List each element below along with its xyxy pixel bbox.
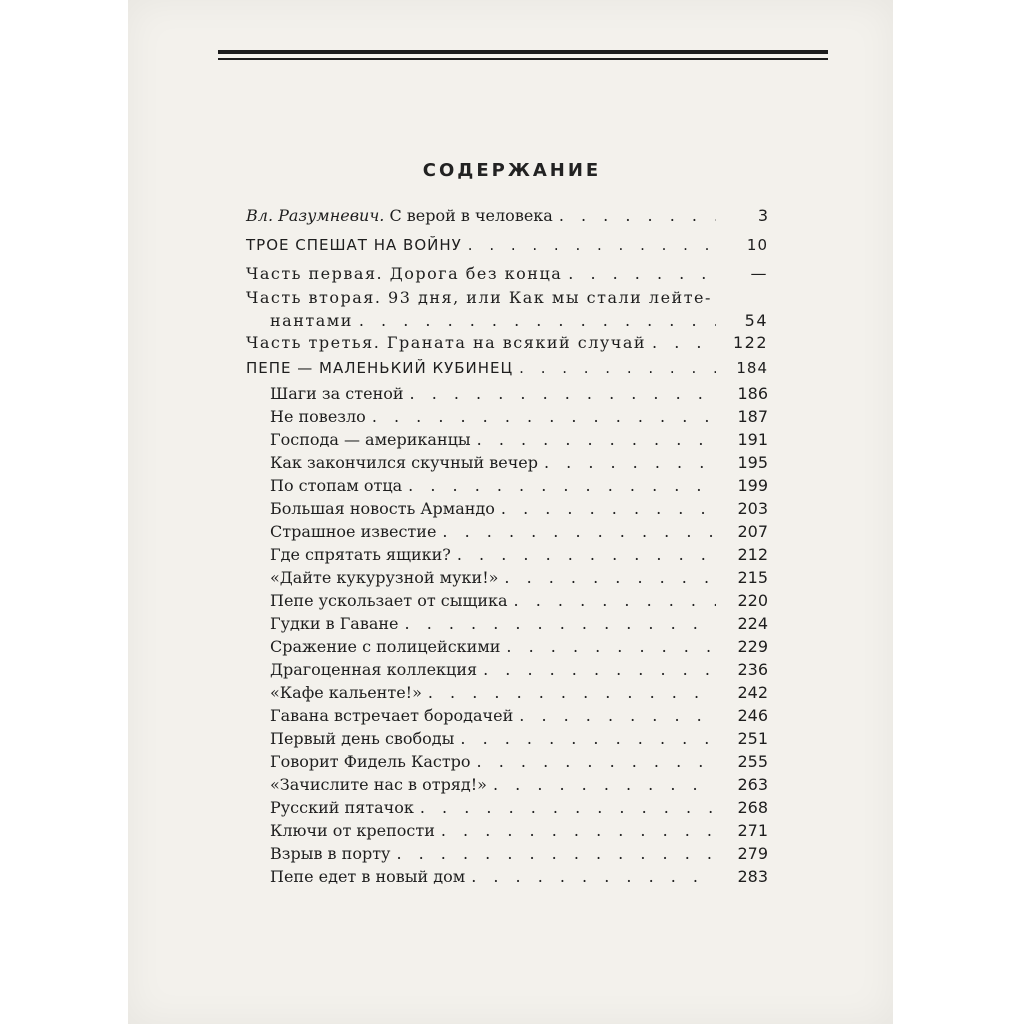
toc-entry-page: 246 (737, 706, 768, 725)
toc-entry (246, 206, 768, 225)
toc-entry-page: 215 (737, 568, 768, 587)
toc-entry (270, 453, 768, 472)
toc-entry-continuation (270, 311, 768, 330)
toc-entry-page: 186 (737, 384, 768, 403)
toc-entry-page: 122 (732, 333, 768, 352)
toc-entry-title: Гудки в Гаване (270, 614, 399, 633)
toc-entry-page: 263 (737, 775, 768, 794)
toc-section (246, 236, 768, 254)
toc-heading: СОДЕРЖАНИЕ (422, 160, 602, 181)
toc-entry (270, 660, 768, 679)
toc-entry-page: 199 (737, 476, 768, 495)
toc-entry-page: 242 (737, 683, 768, 702)
toc-entry-title: Часть первая. Дорога без конца (246, 264, 563, 283)
dot-leader (514, 591, 716, 610)
toc-entry-title: Русский пятачок (270, 798, 414, 817)
dot-leader (396, 844, 716, 863)
toc-entry-title: Взрыв в порту (270, 844, 391, 863)
toc-entry-page: 191 (737, 430, 768, 449)
toc-entry (270, 706, 768, 725)
dot-leader (471, 867, 716, 886)
dot-leader (544, 453, 716, 472)
dot-leader (442, 522, 716, 541)
dot-leader (504, 568, 716, 587)
toc-entry-title: Шаги за стеной (270, 384, 404, 403)
toc-entry-page: 184 (736, 359, 768, 377)
dot-leader (652, 333, 716, 352)
toc-entry (270, 683, 768, 702)
dot-leader (501, 499, 716, 518)
dot-leader (519, 359, 716, 377)
toc-section (246, 359, 768, 377)
toc-entry (270, 752, 768, 771)
dot-leader (460, 729, 716, 748)
dot-leader (468, 236, 716, 254)
toc-entry-page: 207 (737, 522, 768, 541)
toc-entry-title: Страшное известие (270, 522, 437, 541)
toc-entry (270, 798, 768, 817)
dot-leader (568, 264, 716, 283)
toc-entry (246, 288, 768, 307)
toc-entry (270, 844, 768, 863)
toc-entry-author: Вл. Разумневич. (246, 206, 385, 225)
toc-entry-title: С верой в человека (384, 206, 553, 225)
toc-entry-page: 283 (737, 867, 768, 886)
dot-leader (493, 775, 716, 794)
toc-entry-title: Пепе ускользает от сыщика (270, 591, 508, 610)
toc-entry-page: 271 (737, 821, 768, 840)
dot-leader (410, 384, 716, 403)
toc-entry-title: Драгоценная коллекция (270, 660, 478, 679)
toc-entry (246, 264, 768, 283)
toc-entry (270, 407, 768, 426)
dot-leader (483, 660, 716, 679)
toc-entry (270, 637, 768, 656)
toc-entry-page: 195 (737, 453, 768, 472)
dot-leader (441, 821, 716, 840)
toc-entry-title: ПЕПЕ — МАЛЕНЬКИЙ КУБИНЕЦ (246, 359, 514, 377)
toc-entry-page: 3 (757, 206, 768, 225)
toc-entry-page: 255 (737, 752, 768, 771)
toc-entry-page: 203 (737, 499, 768, 518)
toc-entry (270, 821, 768, 840)
toc-entry-page: 224 (737, 614, 768, 633)
toc-entry-title: ТРОЕ СПЕШАТ НА ВОЙНУ (246, 236, 462, 254)
toc-entry-title: Часть третья. Граната на всякий случай (246, 333, 647, 352)
toc-entry-page: 229 (737, 637, 768, 656)
toc-entry-title: Большая новость Армандо (270, 499, 495, 518)
toc-entry (270, 430, 768, 449)
toc-entry-title: Сражение с полицейскими (270, 637, 501, 656)
toc-entry-page: 236 (737, 660, 768, 679)
toc-entry-title: Гавана встречает бородачей (270, 706, 514, 725)
toc-entry-page: 54 (744, 311, 768, 330)
toc-entry-title: Часть вторая. 93 дня, или Как мы стали лейте- (246, 288, 712, 307)
toc-entry (270, 591, 768, 610)
toc-entry-title: «Кафе кальенте!» (270, 683, 422, 702)
toc-entry-title: Господа — американцы (270, 430, 471, 449)
toc-entry-page: — (750, 264, 768, 283)
toc-entry-title: Пепе едет в новый дом (270, 867, 466, 886)
toc-entry-title: «Зачислите нас в отряд!» (270, 775, 487, 794)
toc-entry (270, 568, 768, 587)
toc-entry (246, 333, 768, 352)
toc-entry-title: Не повезло (270, 407, 366, 426)
toc-entry (270, 522, 768, 541)
toc-entry-title: Где спрятать ящики? (270, 545, 451, 564)
toc-entry-page: 268 (737, 798, 768, 817)
dot-leader (457, 545, 716, 564)
toc-entry (270, 614, 768, 633)
toc-entry-page: 251 (737, 729, 768, 748)
toc-entry (270, 729, 768, 748)
toc-entry-title: Первый день свободы (270, 729, 455, 748)
dot-leader (506, 637, 716, 656)
toc-entry-title: Ключи от крепости (270, 821, 435, 840)
toc-entry (270, 384, 768, 403)
dot-leader (477, 430, 716, 449)
dot-leader (477, 752, 716, 771)
toc-entry (270, 476, 768, 495)
toc-entry (270, 775, 768, 794)
dot-leader (559, 206, 716, 225)
toc-entry-title: Говорит Фидель Кастро (270, 752, 471, 771)
toc-entry (270, 545, 768, 564)
dot-leader (428, 683, 716, 702)
toc-entry-page: 187 (737, 407, 768, 426)
dot-leader (359, 311, 716, 330)
toc-entry-title: По стопам отца (270, 476, 403, 495)
toc-entry-title: «Дайте кукурузной муки!» (270, 568, 499, 587)
toc-entry-title: нантами (270, 311, 353, 330)
dot-leader (519, 706, 716, 725)
toc-entry-page: 220 (737, 591, 768, 610)
toc-entry-page: 10 (746, 236, 768, 254)
toc-entry (270, 867, 768, 886)
toc-entry-page: 279 (737, 844, 768, 863)
dot-leader (372, 407, 716, 426)
dot-leader (408, 476, 716, 495)
dot-leader (420, 798, 716, 817)
dot-leader (405, 614, 716, 633)
toc-entry-title: Как закончился скучный вечер (270, 453, 538, 472)
toc-entry (270, 499, 768, 518)
toc-entry-page: 212 (737, 545, 768, 564)
